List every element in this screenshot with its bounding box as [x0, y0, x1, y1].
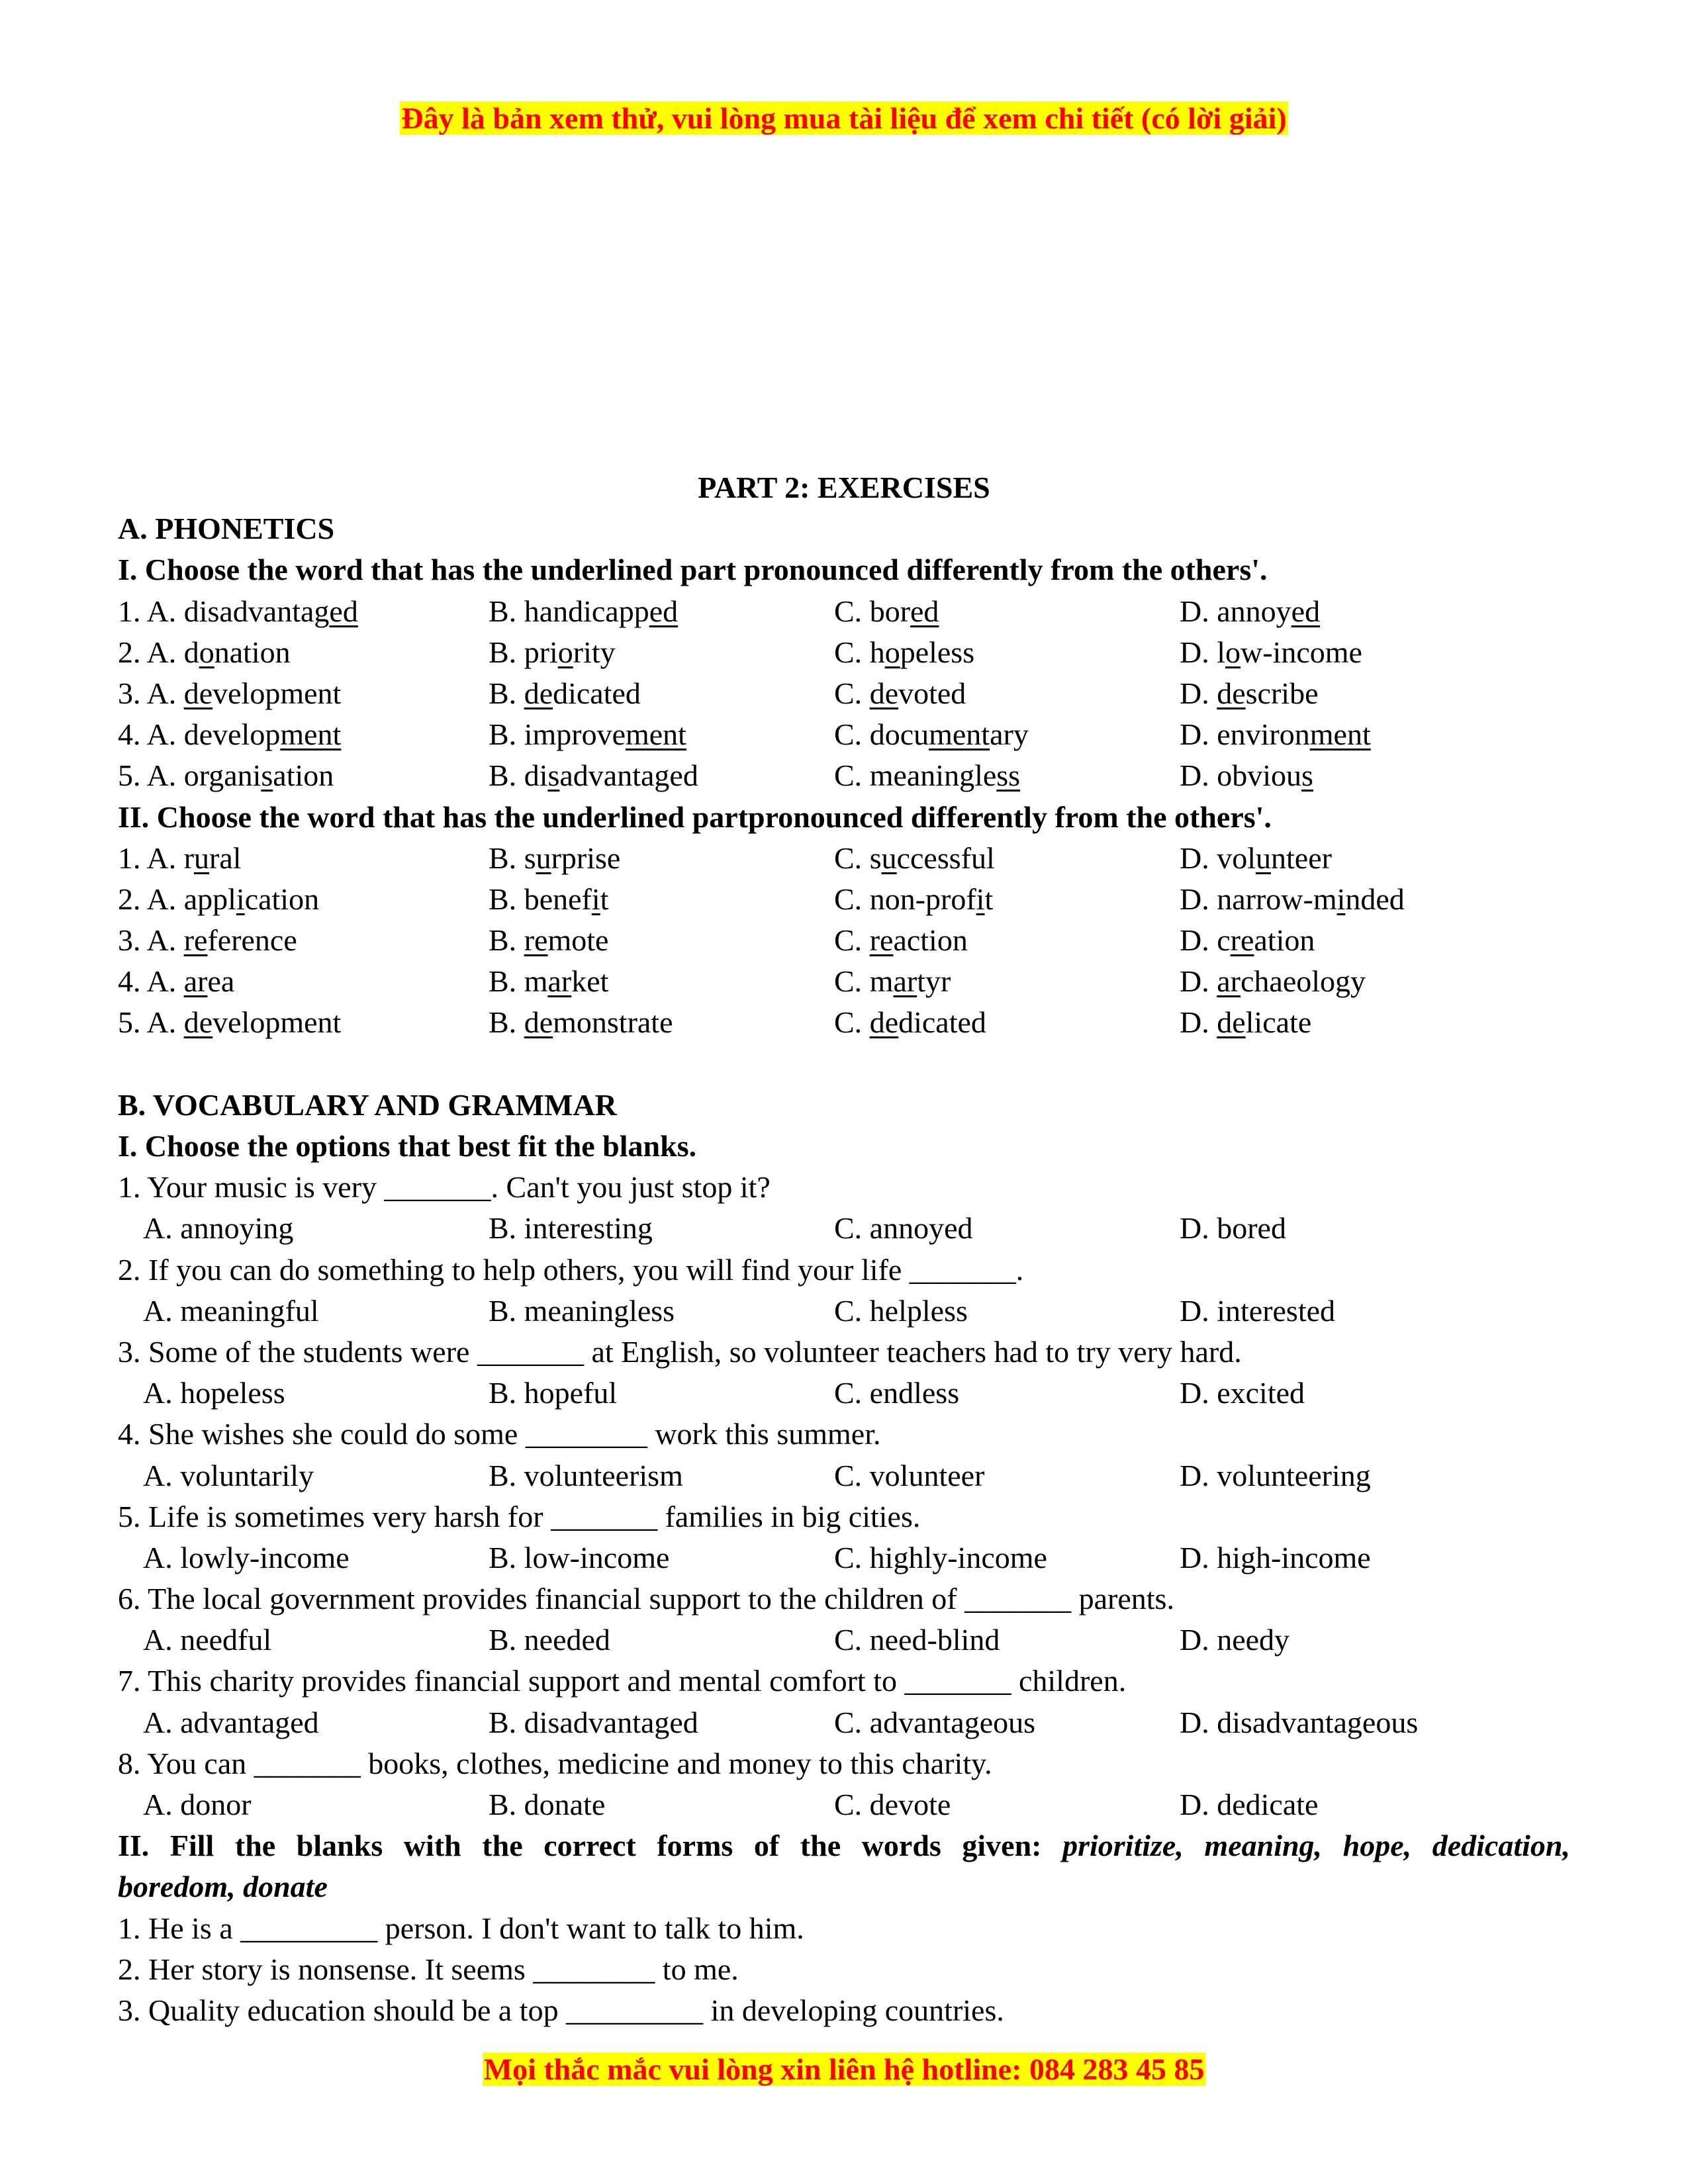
- question-number: 2.: [118, 882, 141, 916]
- option-label: A.: [146, 1005, 177, 1040]
- underlined-part: i: [236, 882, 245, 916]
- answer-option: C. advantageous: [834, 1705, 1036, 1739]
- option-label: C.: [834, 676, 863, 710]
- word-part: velopment: [212, 1005, 342, 1040]
- underlined-part: de: [183, 1005, 213, 1040]
- option-label: A.: [146, 717, 177, 752]
- option-label: B.: [489, 717, 517, 752]
- phonetics-question-list-2: [118, 838, 1570, 1044]
- word-part: h: [869, 635, 885, 669]
- question-stem: 6. The local government provides financial support to the children of _______ parents.: [118, 1582, 1174, 1616]
- word-part: chaeology: [1240, 964, 1366, 999]
- word-part: narrow-m: [1217, 882, 1337, 916]
- option-label: B.: [489, 676, 517, 710]
- option-label: A.: [146, 923, 177, 958]
- vocab-instruction-2-words-cont: boredom, donate: [118, 1870, 328, 1904]
- answer-option: B. meaningless: [489, 1293, 675, 1328]
- underlined-part: de: [183, 676, 213, 710]
- underlined-part: i: [976, 882, 985, 916]
- option: [1180, 632, 1362, 673]
- option-label: D.: [1180, 635, 1209, 669]
- option: [834, 838, 995, 879]
- question-stem: 2. If you can do something to help others, you will find your life _______.: [118, 1252, 1024, 1287]
- option: [118, 714, 341, 755]
- answer-option: A. voluntarily: [143, 1458, 314, 1492]
- option: [118, 920, 297, 961]
- underlined-part: ed: [649, 594, 679, 628]
- option-label: A.: [146, 841, 177, 875]
- preview-notice-text: Đây là bản xem thử, vui lòng mua tài liệu để xem chi tiết (có lời giải): [401, 101, 1287, 135]
- fill-blank-question: 1. He is a _________ person. I don't want to talk to him.: [118, 1911, 804, 1945]
- option-label: D.: [1180, 882, 1209, 916]
- underlined-part: s: [1301, 758, 1313, 793]
- word-part: s: [869, 841, 882, 875]
- question-number: 3.: [118, 923, 141, 958]
- option: [1180, 591, 1320, 632]
- underlined-part: ss: [996, 758, 1021, 793]
- question-row: [118, 673, 1570, 714]
- option-label: A.: [146, 676, 177, 710]
- word-part: t: [984, 882, 994, 916]
- option: [834, 714, 1029, 755]
- part-title: PART 2: EXERCISES: [698, 471, 990, 504]
- word-part: advantaged: [559, 758, 698, 793]
- answer-option: D. volunteering: [1180, 1458, 1371, 1492]
- word-part: docu: [869, 717, 929, 752]
- answer-options: [118, 1291, 1570, 1332]
- word-part: non-prof: [869, 882, 976, 916]
- answer-options: [118, 1373, 1570, 1414]
- option-label: D.: [1180, 1005, 1209, 1040]
- option: [489, 961, 608, 1002]
- word-part: annoy: [1217, 594, 1291, 628]
- option-label: C.: [834, 635, 863, 669]
- question-number: 5.: [118, 758, 141, 793]
- option: [834, 879, 993, 920]
- fill-blank-question: 2. Her story is nonsense. It seems ________ to me.: [118, 1952, 739, 1986]
- option-label: D.: [1180, 717, 1209, 752]
- underlined-part: o: [884, 635, 900, 669]
- option-label: B.: [489, 594, 517, 628]
- option: [489, 755, 698, 796]
- phonetics-heading: A. PHONETICS: [118, 512, 335, 546]
- underlined-part: ar: [183, 964, 208, 999]
- underlined-part: o: [1225, 635, 1241, 669]
- answer-option: D. bored: [1180, 1211, 1286, 1246]
- option-label: D.: [1180, 758, 1209, 793]
- option-label: B.: [489, 635, 517, 669]
- word-part: develop: [183, 717, 281, 752]
- option: [834, 755, 1020, 796]
- vocab-instruction-1: I. Choose the options that best fit the blanks.: [118, 1129, 697, 1163]
- answer-option: C. endless: [834, 1376, 960, 1410]
- word-part: r: [183, 841, 195, 875]
- underlined-part: re: [869, 923, 894, 958]
- option: [834, 673, 966, 714]
- option-label: B.: [489, 1005, 517, 1040]
- word-part: action: [893, 923, 968, 958]
- option: [489, 838, 620, 879]
- option-label: A.: [146, 882, 177, 916]
- option-label: C.: [834, 717, 863, 752]
- word-part: vol: [1217, 841, 1256, 875]
- answer-option: D. needy: [1180, 1623, 1290, 1657]
- option: [489, 673, 641, 714]
- word-part: organi: [183, 758, 261, 793]
- underlined-part: re: [524, 923, 548, 958]
- phonetics-question-list-1: [118, 591, 1570, 797]
- phonetics-instruction-1: I. Choose the word that has the underlined part pronounced differently from the others'.: [118, 553, 1268, 587]
- option-label: D.: [1180, 923, 1209, 958]
- word-part: t: [600, 882, 609, 916]
- option-label: A.: [146, 594, 177, 628]
- answer-option: A. lowly-income: [143, 1540, 350, 1574]
- answer-option: B. needed: [489, 1623, 610, 1657]
- answer-option: D. excited: [1180, 1376, 1305, 1410]
- question-number: 3.: [118, 676, 141, 710]
- option-label: A.: [146, 758, 177, 793]
- vocab-instruction-2-text: II. Fill the blanks with the correct forms of the words given:: [118, 1829, 1042, 1863]
- word-part: ary: [990, 717, 1029, 752]
- option: [489, 1002, 673, 1043]
- question-row: [118, 961, 1570, 1002]
- option: [118, 755, 334, 796]
- option: [489, 591, 678, 632]
- word-part: ket: [571, 964, 609, 999]
- question-row: [118, 755, 1570, 796]
- document-body: [118, 467, 1570, 2031]
- underlined-part: ment: [280, 717, 342, 752]
- underlined-part: i: [1336, 882, 1346, 916]
- option: [118, 591, 358, 632]
- option: [1180, 673, 1319, 714]
- underlined-part: u: [536, 841, 551, 875]
- option-label: C.: [834, 841, 863, 875]
- vocab-heading: B. VOCABULARY AND GRAMMAR: [118, 1087, 617, 1122]
- option: [1180, 1002, 1311, 1043]
- answer-option: B. low-income: [489, 1540, 670, 1574]
- answer-option: C. need-blind: [834, 1623, 1000, 1657]
- underlined-part: de: [1217, 1005, 1246, 1040]
- word-part: rprise: [551, 841, 621, 875]
- option-label: C.: [834, 758, 863, 793]
- word-part: meaningle: [869, 758, 997, 793]
- underlined-part: ar: [893, 964, 917, 999]
- word-part: obviou: [1217, 758, 1302, 793]
- answer-options: [118, 1619, 1570, 1661]
- option: [1180, 755, 1313, 796]
- option-label: C.: [834, 594, 863, 628]
- question-number: 1.: [118, 841, 141, 875]
- option-label: B.: [489, 758, 517, 793]
- underlined-part: re: [183, 923, 208, 958]
- underlined-part: ar: [1217, 964, 1241, 999]
- word-part: mote: [547, 923, 609, 958]
- question-row: [118, 714, 1570, 755]
- option: [834, 1002, 986, 1043]
- word-part: d: [183, 635, 199, 669]
- question-row: [118, 879, 1570, 920]
- option-label: B.: [489, 882, 517, 916]
- option: [834, 632, 974, 673]
- option-label: C.: [834, 923, 863, 958]
- option: [489, 714, 686, 755]
- underlined-part: de: [524, 676, 553, 710]
- underlined-part: u: [1256, 841, 1272, 875]
- question-number: 1.: [118, 594, 141, 628]
- option: [834, 920, 968, 961]
- fill-blank-question: 3. Quality education should be a top _________ in developing countries.: [118, 1993, 1004, 2027]
- answer-option: A. annoying: [143, 1211, 294, 1246]
- option: [118, 673, 341, 714]
- word-part: ea: [207, 964, 235, 999]
- option: [834, 961, 951, 1002]
- word-part: voted: [898, 676, 966, 710]
- answer-option: B. donate: [489, 1788, 606, 1821]
- answer-option: A. meaningful: [143, 1293, 319, 1328]
- option: [118, 879, 319, 920]
- option: [489, 920, 608, 961]
- option: [489, 632, 616, 673]
- word-part: c: [1217, 923, 1231, 958]
- option: [118, 632, 291, 673]
- answer-options: [118, 1537, 1570, 1578]
- word-part: peless: [900, 635, 975, 669]
- answer-option: D. interested: [1180, 1293, 1336, 1328]
- word-part: cation: [244, 882, 320, 916]
- answer-option: A. hopeless: [143, 1376, 285, 1410]
- option-label: C.: [834, 1005, 863, 1040]
- underlined-part: de: [1217, 676, 1246, 710]
- option-label: D.: [1180, 964, 1209, 999]
- option-label: B.: [489, 923, 517, 958]
- option-label: B.: [489, 841, 517, 875]
- option-label: A.: [146, 635, 177, 669]
- option: [834, 591, 939, 632]
- preview-notice-banner: [0, 99, 1688, 138]
- word-part: ccessful: [896, 841, 995, 875]
- word-part: benef: [524, 882, 592, 916]
- word-part: di: [524, 758, 548, 793]
- word-part: handicapp: [524, 594, 649, 628]
- question-stem: 3. Some of the students were _______ at English, so volunteer teachers had to try very hard.: [118, 1334, 1242, 1369]
- question-row: [118, 1002, 1570, 1043]
- option-label: B.: [489, 964, 517, 999]
- question-number: 2.: [118, 635, 141, 669]
- underlined-part: ed: [329, 594, 358, 628]
- word-part: m: [869, 964, 894, 999]
- word-part: bor: [869, 594, 911, 628]
- word-part: l: [1217, 635, 1226, 669]
- answer-option: A. advantaged: [143, 1705, 319, 1739]
- question-number: 4.: [118, 964, 141, 999]
- option: [1180, 838, 1332, 879]
- answer-option: A. donor: [143, 1788, 252, 1821]
- word-part: nded: [1345, 882, 1405, 916]
- option-label: D.: [1180, 841, 1209, 875]
- word-part: w-income: [1241, 635, 1362, 669]
- underlined-part: s: [261, 758, 273, 793]
- underlined-part: u: [881, 841, 897, 875]
- underlined-part: de: [869, 676, 899, 710]
- word-part: tyr: [917, 964, 951, 999]
- word-part: ference: [207, 923, 297, 958]
- answer-option: D. disadvantageous: [1180, 1705, 1419, 1739]
- word-part: monstrate: [553, 1005, 673, 1040]
- word-part: s: [524, 841, 536, 875]
- answer-option: B. hopeful: [489, 1376, 618, 1410]
- spacer: [118, 1044, 1570, 1085]
- word-part: nation: [214, 635, 291, 669]
- option: [118, 838, 242, 879]
- word-part: ation: [1254, 923, 1315, 958]
- option: [1180, 961, 1366, 1002]
- option-label: A.: [146, 964, 177, 999]
- question-row: [118, 920, 1570, 961]
- answer-option: C. devote: [834, 1788, 951, 1821]
- underlined-part: u: [194, 841, 210, 875]
- underlined-part: ar: [547, 964, 572, 999]
- word-part: ation: [273, 758, 334, 793]
- answer-option: C. volunteer: [834, 1458, 985, 1492]
- question-number: 5.: [118, 1005, 141, 1040]
- word-part: disadvantag: [183, 594, 330, 628]
- word-part: appl: [183, 882, 236, 916]
- word-part: pri: [524, 635, 558, 669]
- answer-options: [118, 1784, 1570, 1825]
- answer-option: D. high-income: [1180, 1540, 1371, 1574]
- word-part: scribe: [1245, 676, 1319, 710]
- answer-options: [118, 1208, 1570, 1249]
- option: [118, 961, 234, 1002]
- question-stem: 8. You can _______ books, clothes, medicine and money to this charity.: [118, 1746, 992, 1780]
- option: [1180, 920, 1315, 961]
- word-part: m: [524, 964, 548, 999]
- word-part: improve: [524, 717, 626, 752]
- phonetics-instruction-2: II. Choose the word that has the underlined partpronounced differently from the others'.: [118, 799, 1272, 834]
- option: [489, 879, 608, 920]
- underlined-part: de: [524, 1005, 553, 1040]
- question-stem: 7. This charity provides financial support and mental comfort to _______ children.: [118, 1664, 1127, 1698]
- vocab-question-list-2: [118, 1908, 1570, 2032]
- word-part: dicated: [898, 1005, 986, 1040]
- question-number: 4.: [118, 717, 141, 752]
- underlined-part: i: [591, 882, 600, 916]
- answer-options: [118, 1455, 1570, 1496]
- word-part: dicated: [553, 676, 641, 710]
- word-part: velopment: [212, 676, 342, 710]
- option-label: C.: [834, 882, 863, 916]
- answer-option: C. highly-income: [834, 1540, 1047, 1574]
- question-stem: 1. Your music is very _______. Can't you just stop it?: [118, 1170, 771, 1205]
- vocab-instruction-2: [118, 1825, 1570, 1866]
- word-part: nteer: [1271, 841, 1332, 875]
- answer-option: D. dedicate: [1180, 1788, 1319, 1821]
- question-row: [118, 591, 1570, 632]
- underlined-part: o: [557, 635, 573, 669]
- question-row: [118, 632, 1570, 673]
- word-part: licate: [1245, 1005, 1312, 1040]
- underlined-part: de: [869, 1005, 899, 1040]
- option-label: C.: [834, 964, 863, 999]
- hotline-notice-text: Mọi thắc mắc vui lòng xin liên hệ hotline: 084 283 45 85: [483, 2052, 1205, 2086]
- underlined-part: o: [199, 635, 214, 669]
- underlined-part: ment: [929, 717, 990, 752]
- word-part: environ: [1217, 717, 1310, 752]
- underlined-part: ment: [625, 717, 686, 752]
- vocab-question-list-1: [118, 1167, 1570, 1825]
- word-part: ral: [209, 841, 242, 875]
- word-part: rity: [573, 635, 616, 669]
- answer-option: C. annoyed: [834, 1211, 973, 1246]
- option-label: D.: [1180, 676, 1209, 710]
- underlined-part: ed: [1291, 594, 1321, 628]
- hotline-notice-banner: [0, 2050, 1688, 2089]
- underlined-part: ment: [1309, 717, 1371, 752]
- question-row: [118, 838, 1570, 879]
- underlined-part: s: [547, 758, 560, 793]
- question-stem: 4. She wishes she could do some ________ work this summer.: [118, 1417, 881, 1451]
- option: [1180, 714, 1371, 755]
- answer-option: B. interesting: [489, 1211, 653, 1246]
- answer-options: [118, 1702, 1570, 1743]
- question-stem: 5. Life is sometimes very harsh for _______ families in big cities.: [118, 1499, 921, 1533]
- answer-option: A. needful: [143, 1623, 272, 1657]
- option-label: D.: [1180, 594, 1209, 628]
- answer-option: C. helpless: [834, 1293, 968, 1328]
- option: [118, 1002, 341, 1043]
- answer-option: B. disadvantaged: [489, 1705, 698, 1739]
- underlined-part: re: [1230, 923, 1254, 958]
- option: [1180, 879, 1405, 920]
- underlined-part: ed: [910, 594, 939, 628]
- vocab-instruction-2-words: prioritize, meaning, hope, dedication,: [1062, 1829, 1570, 1863]
- answer-option: B. volunteerism: [489, 1458, 683, 1492]
